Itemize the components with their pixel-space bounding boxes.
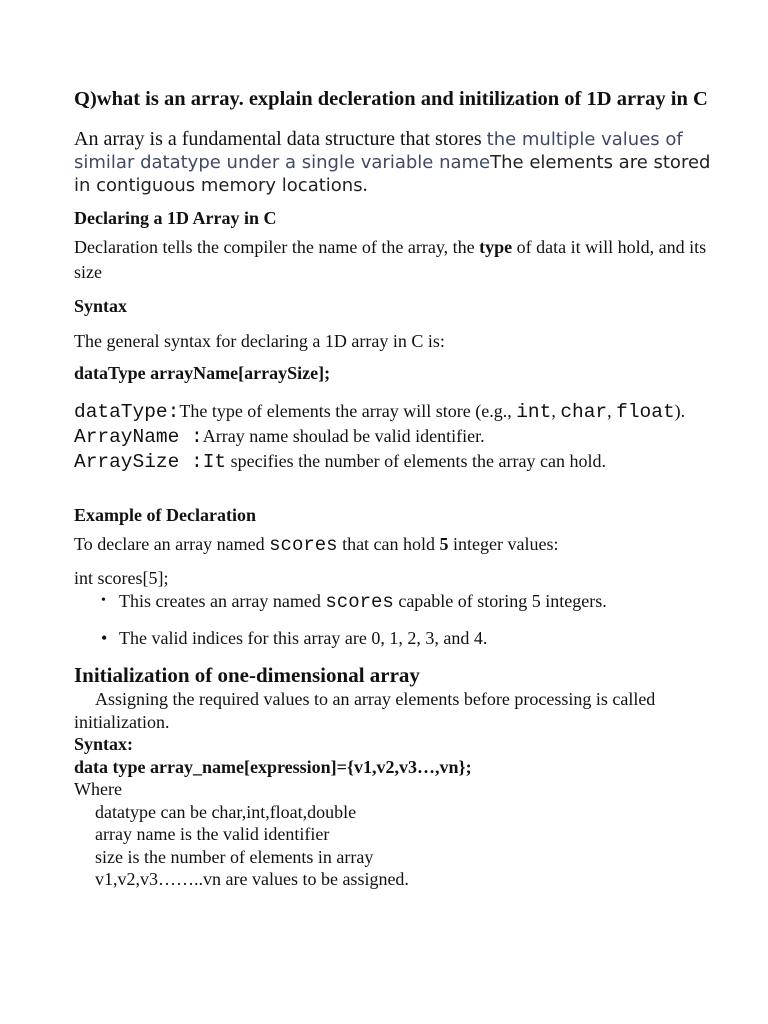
example-text-mid: that can hold (337, 534, 440, 554)
arrayname-text: Array name shoulad be valid identifier. (202, 426, 485, 446)
close-paren: ). (674, 401, 686, 421)
example-code: int scores[5]; (74, 568, 169, 588)
bullet-icon: • (101, 628, 108, 648)
init-syntax-code: data type array_name[expression]={v1,v2,v3…,vn}; (74, 756, 472, 777)
arrayname-label: ArrayName : (74, 426, 203, 448)
syntax-code: dataType arrayName[arraySize]; (74, 363, 331, 383)
scores-code: scores (325, 591, 394, 613)
declaring-text: Declaration tells the compiler the name of the array, the (74, 237, 480, 257)
char-keyword: char (560, 401, 608, 423)
comma: , (551, 401, 561, 421)
bullet-text: This creates an array named (119, 591, 326, 611)
init-where: Where (74, 779, 122, 799)
intro-text: An array is a fundamental data structure that stores (74, 128, 487, 150)
init-text: Assigning the required values to an array elements before processing is called initialization. (74, 689, 656, 732)
int-keyword: int (516, 401, 552, 423)
bullet-icon: • (101, 593, 106, 608)
document-page (74, 86, 714, 891)
bullet-text: The valid indices for this array are 0, 1, 2, 3, and 4. (119, 628, 488, 648)
datatype-text: The type of elements the array will store (e.g., (179, 401, 517, 421)
intro-period: . (362, 174, 368, 196)
datatype-label: dataType: (74, 401, 180, 423)
init-line-arrayname: array name is the valid identifier (95, 824, 330, 844)
declaring-paragraph (74, 235, 714, 285)
example-text-end: integer values: (448, 534, 559, 554)
example-heading: Example of Declaration (74, 505, 256, 525)
intro-contiguous: The elements are stored in contiguous memory locations (74, 152, 711, 196)
example-text: To declare an array named (74, 534, 270, 554)
declaring-heading: Declaring a 1D Array in C (74, 208, 277, 228)
arraysize-line (74, 449, 714, 474)
arraysize-label: ArraySize :It (74, 451, 227, 473)
syntax-text: The general syntax for declaring a 1D array in C is: (74, 331, 445, 351)
arraysize-text: specifies the number of elements the array can hold. (226, 451, 606, 471)
arrayname-line (74, 424, 714, 449)
list-item (98, 626, 714, 650)
datatype-line (74, 399, 714, 424)
init-line-datatype: datatype can be char,int,float,double (95, 801, 357, 822)
five-bold: 5 (439, 534, 449, 554)
float-keyword: float (616, 401, 675, 423)
declaring-type-bold: type (479, 237, 513, 257)
init-paragraph (74, 688, 714, 733)
intro-paragraph (74, 128, 714, 197)
question-title: Q)what is an array. explain decleration and initilization of 1D array in C (74, 88, 708, 110)
intro-highlight: the multiple values of similar datatype under a single variable name (74, 129, 683, 173)
init-line-values: v1,v2,v3……..vn are values to be assigned. (95, 869, 409, 889)
list-item (98, 589, 714, 614)
declaring-text-end: of data it will hold, and its size (74, 237, 707, 282)
bullet-text-end: capable of storing 5 integers. (393, 591, 607, 611)
syntax-heading: Syntax (74, 296, 128, 316)
init-syntax-label: Syntax: (74, 734, 134, 754)
init-line-size: size is the number of elements in array (95, 846, 374, 867)
example-paragraph (74, 532, 714, 558)
init-heading: Initialization of one-dimensional array (74, 663, 420, 687)
scores-code: scores (269, 534, 338, 556)
example-bullet-list (74, 589, 714, 650)
comma: , (607, 401, 612, 421)
